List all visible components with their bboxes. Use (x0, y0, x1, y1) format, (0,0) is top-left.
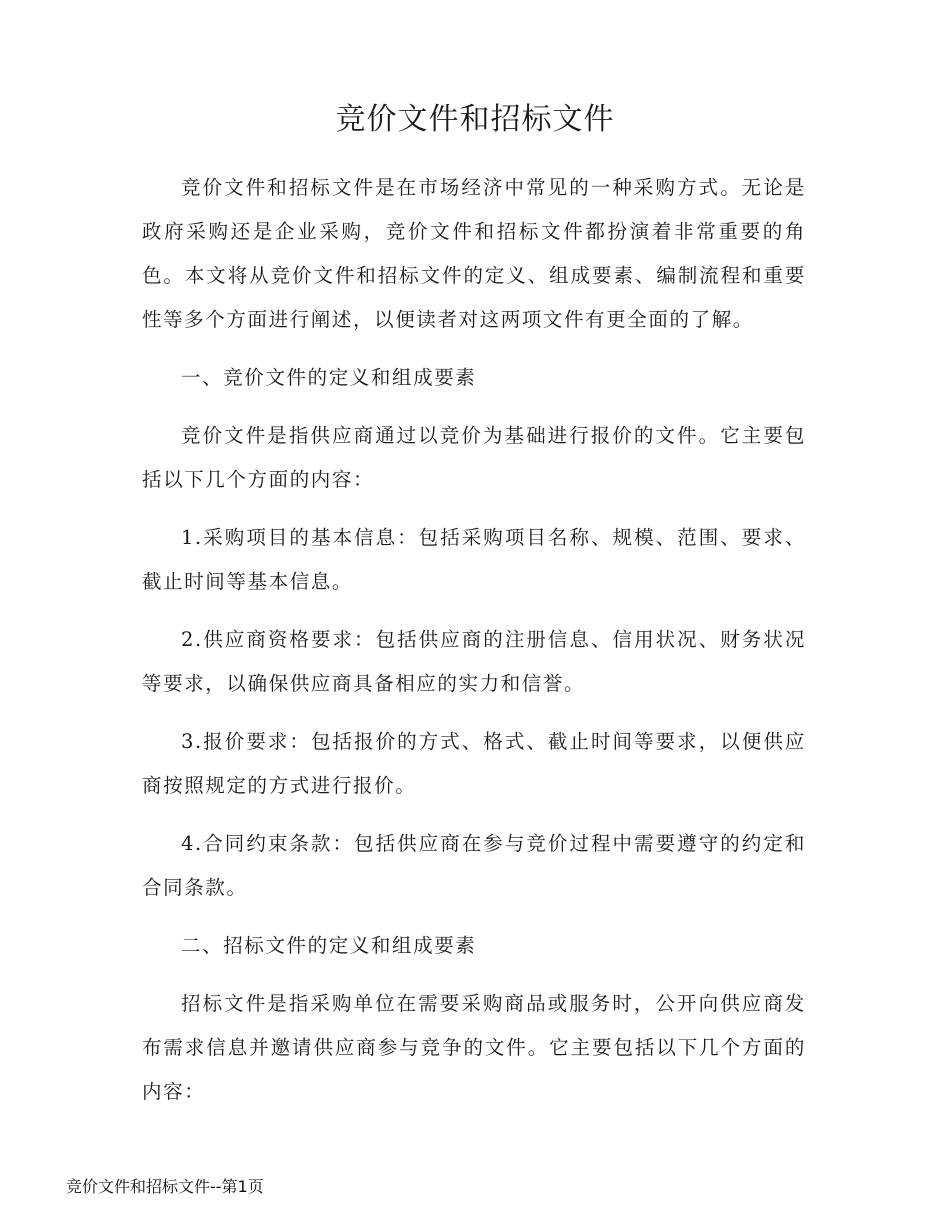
list-item-3: 3.报价要求：包括报价的方式、格式、截止时间等要求，以便供应商按照规定的方式进行报价。 (142, 730, 806, 797)
list-item-2: 2.供应商资格要求：包括供应商的注册信息、信用状况、财务状况等要求，以确保供应商具备相应的实力和信誉。 (142, 628, 806, 695)
list-item-1: 1.采购项目的基本信息：包括采购项目名称、规模、范围、要求、截止时间等基本信息。 (142, 526, 806, 593)
section-heading-bidding: 一、竞价文件的定义和组成要素 (181, 366, 477, 389)
list-item-4: 4.合同约束条款：包括供应商在参与竞价过程中需要遵守的约定和合同条款。 (142, 832, 806, 899)
paragraph-tender-definition: 招标文件是指采购单位在需要采购商品或服务时，公开向供应商发布需求信息并邀请供应商参与竞争的文件。它主要包括以下几个方面的内容： (142, 992, 806, 1103)
intro-paragraph: 竞价文件和招标文件是在市场经济中常见的一种采购方式。无论是政府采购还是企业采购，竞价文件和招标文件都扮演着非常重要的角色。本文将从竞价文件和招标文件的定义、组成要素、编制流程和重要性等多个方面进行阐述，以便读者对这两项文件有更全面的了解。 (142, 176, 806, 331)
paragraph-bidding-definition: 竞价文件是指供应商通过以竞价为基础进行报价的文件。它主要包括以下几个方面的内容： (142, 424, 806, 491)
page-footer: 竞价文件和招标文件--第1页 (66, 1177, 264, 1196)
section-heading-tender: 二、招标文件的定义和组成要素 (181, 934, 477, 957)
document-body (142, 166, 806, 1114)
document-title: 竞价文件和招标文件 (335, 102, 615, 137)
